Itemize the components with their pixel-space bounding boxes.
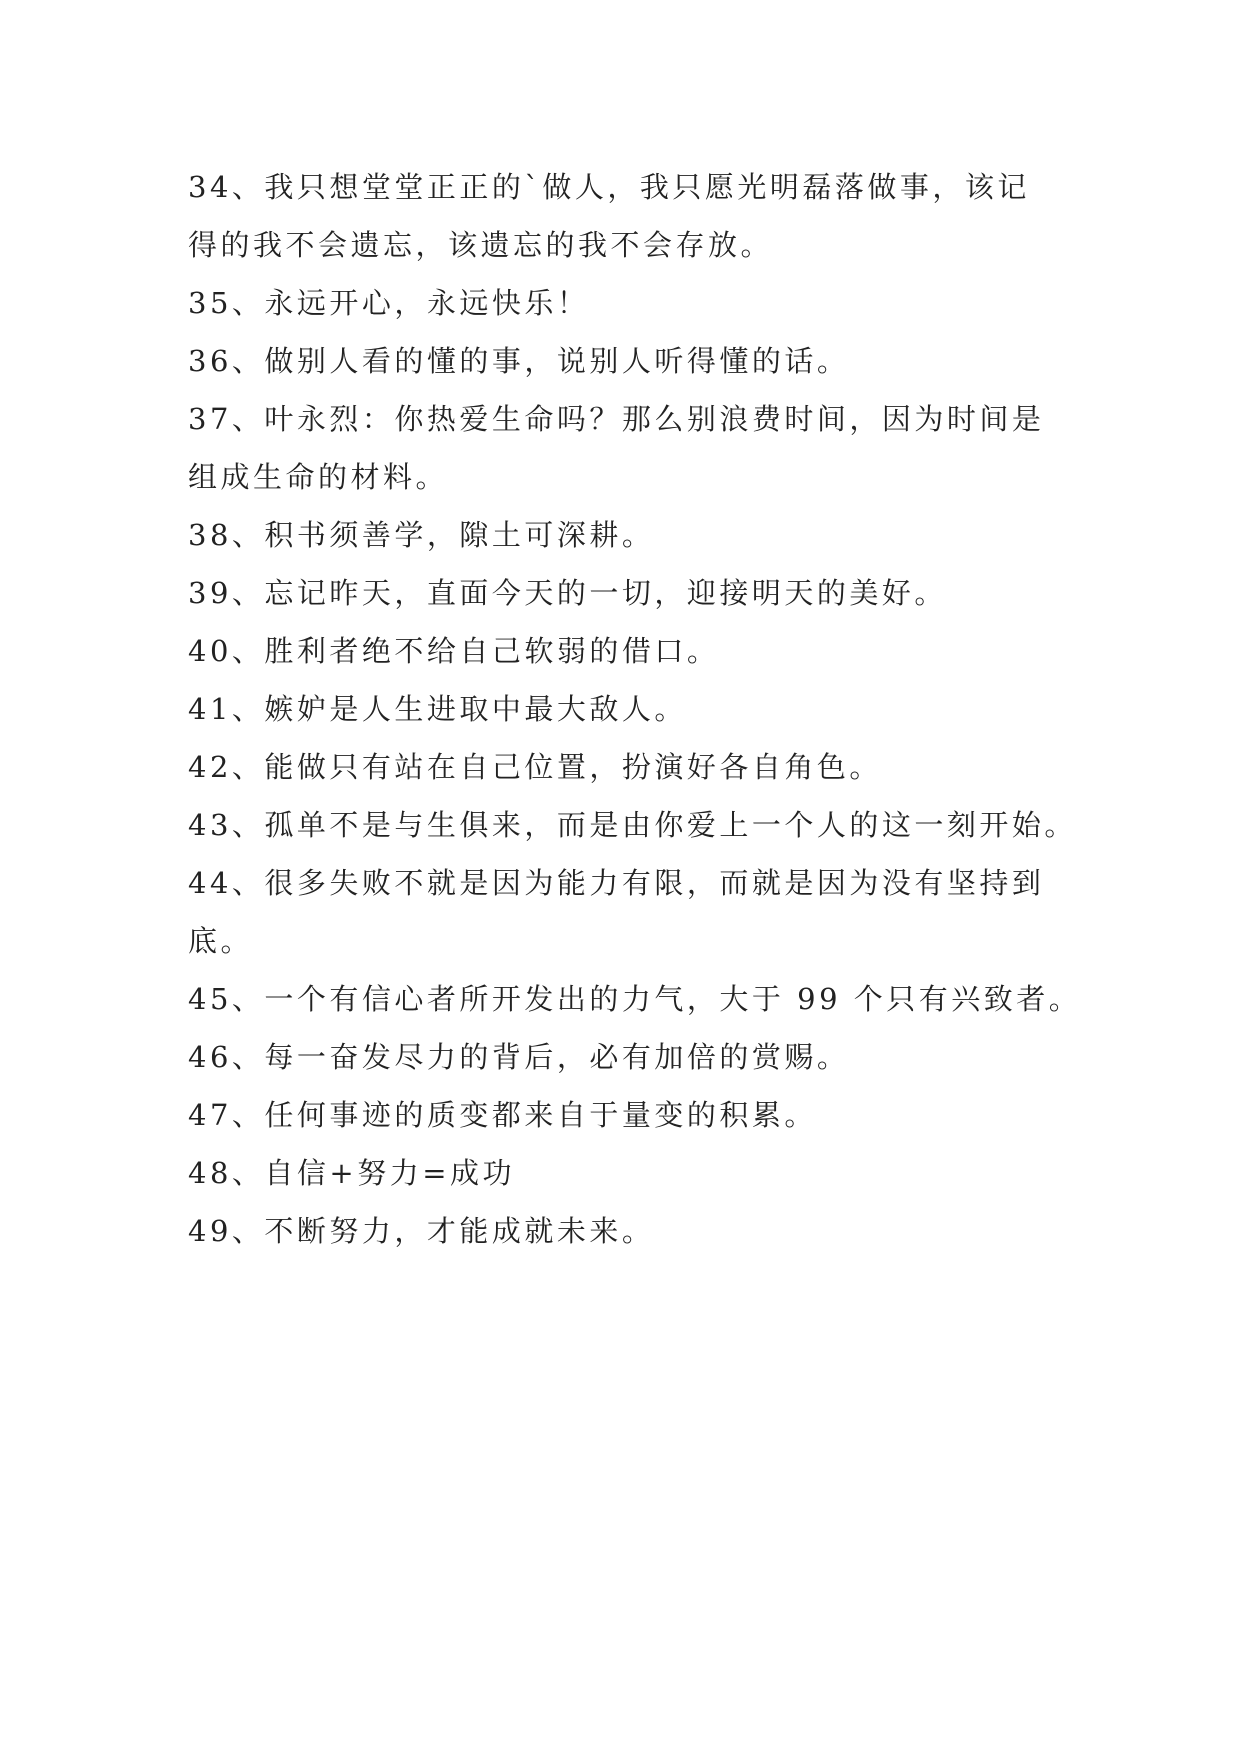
text-line: 46、每一奋发尽力的背后，必有加倍的赏赐。 — [188, 1040, 850, 1074]
text-line: 36、做别人看的懂的事，说别人听得懂的话。 — [188, 344, 850, 378]
text-line: 38、积书须善学，隙土可深耕。 — [188, 518, 655, 552]
text-line: 37、叶永烈：你热爱生命吗？那么别浪费时间，因为时间是 — [188, 402, 1045, 436]
text-line: 43、孤单不是与生俱来，而是由你爱上一个人的这一刻开始。 — [188, 808, 1077, 842]
text-line: 40、胜利者绝不给自己软弱的借口。 — [188, 634, 720, 668]
text-line: 42、能做只有站在自己位置，扮演好各自角色。 — [188, 750, 882, 784]
text-line: 41、嫉妒是人生进取中最大敌人。 — [188, 692, 687, 726]
text-line: 组成生命的材料。 — [188, 460, 449, 494]
text-line: 底。 — [188, 924, 254, 958]
text-line: 45、一个有信心者所开发出的力气，大于 99 个只有兴致者。 — [188, 982, 1082, 1016]
text-line: 49、不断努力，才能成就未来。 — [188, 1214, 655, 1248]
text-line: 39、忘记昨天，直面今天的一切，迎接明天的美好。 — [188, 576, 947, 610]
text-line: 47、任何事迹的质变都来自于量变的积累。 — [188, 1098, 817, 1132]
text-line: 得的我不会遗忘，该遗忘的我不会存放。 — [188, 228, 774, 262]
document-body — [188, 158, 1088, 1260]
text-line: 34、我只想堂堂正正的`做人，我只愿光明磊落做事，该记 — [188, 170, 1030, 204]
text-line: 44、很多失败不就是因为能力有限，而就是因为没有坚持到 — [188, 866, 1045, 900]
text-line: 35、永远开心，永远快乐！ — [188, 286, 590, 320]
text-line: 48、自信+努力=成功 — [188, 1156, 515, 1190]
